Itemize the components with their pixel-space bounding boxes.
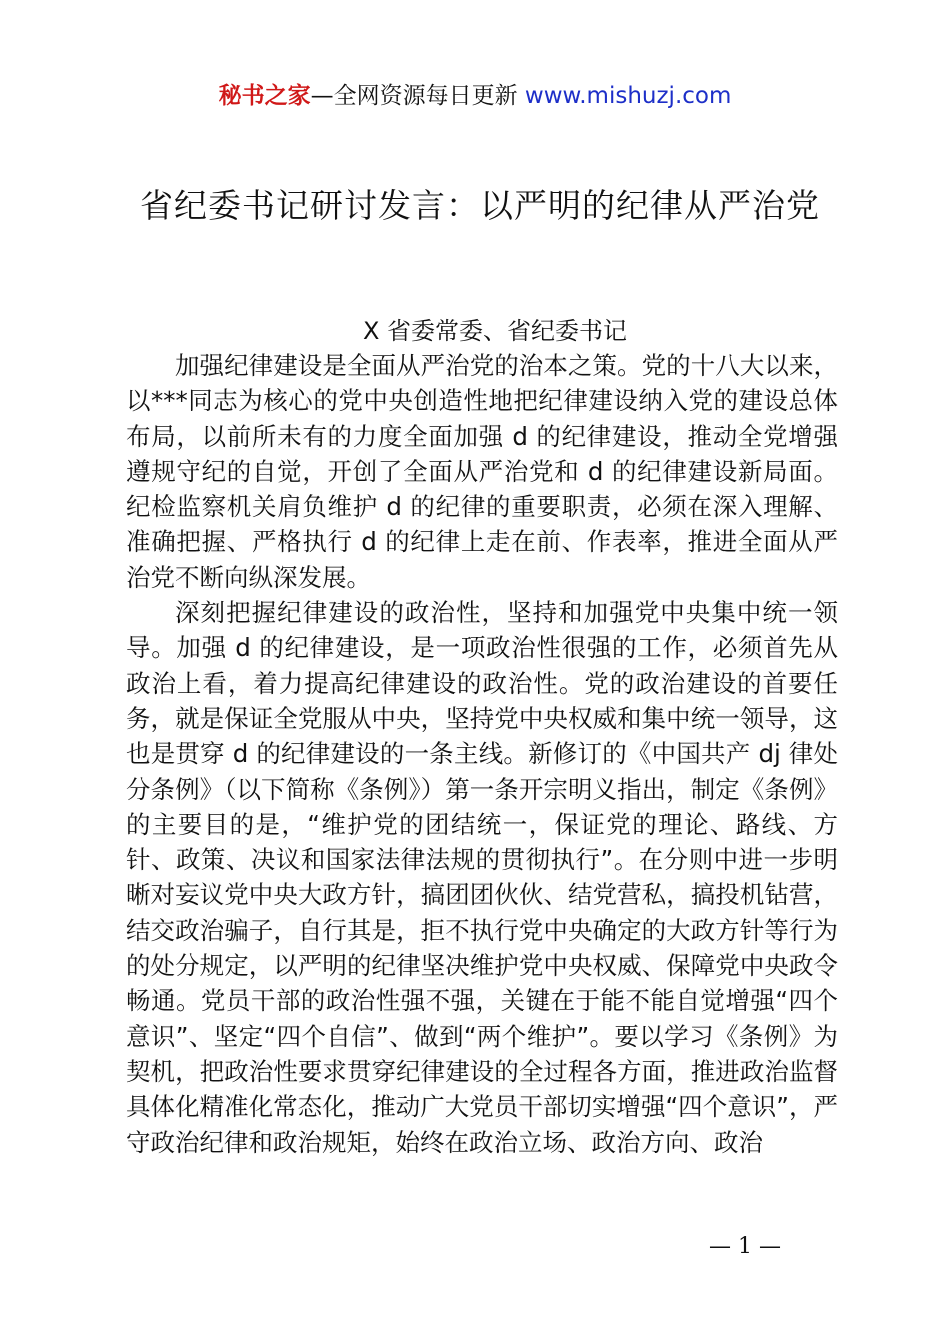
document-body	[126, 348, 838, 1160]
brand-name: 秘书之家	[218, 83, 311, 109]
body-paragraph-1: 加强纪律建设是全面从严治党的治本之策。党的十八大以来，以***同志为核心的党中央创造性地把纪律建设纳入党的建设总体布局，以前所未有的力度全面加强 d 的纪律建设，推动全党增强遵规守纪的自觉，开创了全面从严治党和 d 的纪律建设新局面。纪检监察机关肩负维护 d 的纪律的重要职责，必须在深入理解、准确把握、严格执行 d 的纪律上走在前、作表率，推进全面从严治党不断向纵深发展。	[126, 351, 838, 592]
body-paragraph-2: 深刻把握纪律建设的政治性，坚持和加强党中央集中统一领导。加强 d 的纪律建设，是一项政治性很强的工作，必须首先从政治上看，着力提高纪律建设的政治性。党的政治建设的首要任务，就是保证全党服从中央，坚持党中央权威和集中统一领导，这也是贯穿 d 的纪律建设的一条主线。新修订的《中国共产 dj 律处分条例》（以下简称《条例》）第一条开宗明义指出，制定《条例》的主要目的是，“维护党的团结统一，保证党的理论、路线、方针、政策、决议和国家法律法规的贯彻执行”。在分则中进一步明晰对妄议党中央大政方针，搞团团伙伙、结党营私，搞投机钻营，结交政治骗子，自行其是，拒不执行党中央确定的大政方针等行为的处分规定，以严明的纪律坚决维护党中央权威、保障党中央政令畅通。党员干部的政治性强不强，关键在于能不能自觉增强“四个意识”、坚定“四个自信”、做到“两个维护”。要以学习《条例》为契机，把政治性要求贯穿纪律建设的全过程各方面，推进政治监督具体化精准化常态化，推动广大党员干部切实增强“四个意识”，严守政治纪律和政治规矩，始终在政治立场、政治方向、政治	[126, 598, 838, 1157]
site-header	[0, 80, 950, 112]
site-url-link[interactable]: www.mishuzj.com	[524, 83, 732, 109]
page-number: — 1 —	[709, 1234, 781, 1259]
header-tagline: —全网资源每日更新	[310, 83, 518, 109]
document-author: X 省委常委、省纪委书记	[362, 317, 628, 345]
document-title: 省纪委书记研讨发言：以严明的纪律从严治党	[140, 186, 820, 225]
